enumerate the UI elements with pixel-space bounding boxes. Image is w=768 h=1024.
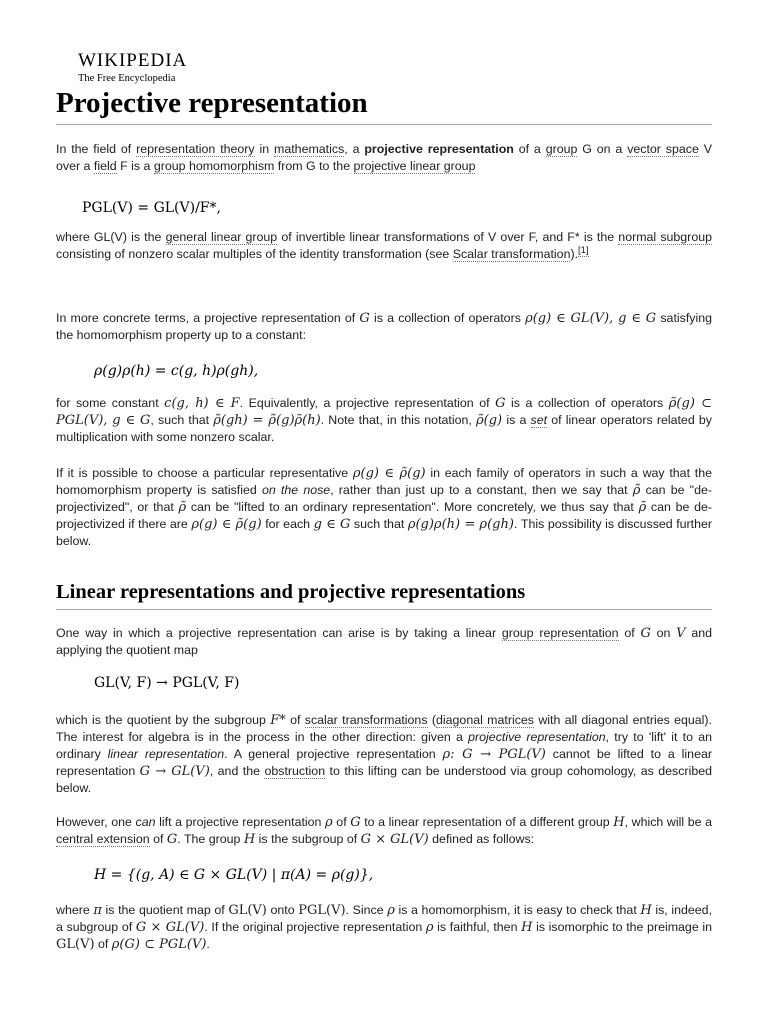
equation-pgl: PGL(V) = GL(V)/F*, xyxy=(82,200,221,216)
math: G xyxy=(495,396,506,411)
tagline: The Free Encyclopedia xyxy=(78,73,176,84)
equation-subgroup-h: H = {(g, A) ∈ G × GL(V) | π(A) = ρ(g)}, xyxy=(94,867,374,883)
text: ( xyxy=(427,713,436,727)
text: of xyxy=(618,626,641,640)
text: lift a projective representation xyxy=(155,815,326,829)
text: If it is possible to choose a particular representative xyxy=(56,466,353,480)
text: , try to 'lift' it to an ordinary xyxy=(56,730,712,761)
text: However, one xyxy=(56,815,136,829)
linear-paragraph xyxy=(56,625,712,659)
math: V xyxy=(676,626,686,641)
math: PGL(V) xyxy=(298,903,346,918)
text: In more concrete terms, a projective representation of xyxy=(56,311,360,325)
equation-quotient-map: GL(V, F) → PGL(V, F) xyxy=(94,675,240,691)
definition-paragraph xyxy=(56,229,712,263)
text: is the subgroup of xyxy=(255,832,361,846)
text: . This possibility is discussed further below. xyxy=(56,517,713,548)
text: , rather than just up to a constant, then we say that xyxy=(330,483,633,497)
bold-term: projective representation xyxy=(364,142,514,156)
section-heading: Linear representations and projective representations xyxy=(56,578,712,610)
math: ρ̃ xyxy=(638,500,647,515)
text: to a linear representation of a different group xyxy=(360,815,614,829)
text: is a homomorphism, it is easy to check that xyxy=(394,903,641,917)
link-diagonal-matrices[interactable]: diagonal matrices xyxy=(436,713,534,727)
link-projective-linear-group[interactable]: projective linear group xyxy=(353,159,476,173)
math: G xyxy=(640,626,651,641)
text: of xyxy=(332,815,351,829)
math: ρ(G) ⊂ PGL(V) xyxy=(111,937,207,952)
text: from G to the xyxy=(274,159,354,173)
text: , a xyxy=(344,142,365,156)
math: π xyxy=(93,903,102,918)
link-set[interactable]: set xyxy=(530,413,548,427)
math: g ∈ G xyxy=(313,517,351,532)
text: . A general projective representation xyxy=(224,747,443,761)
intro-paragraph xyxy=(56,141,712,175)
math: ρ: G → PGL(V) xyxy=(442,747,546,762)
math: ρ̃ xyxy=(178,500,187,515)
math: G xyxy=(350,815,361,830)
wordmark: WIKIPEDIA xyxy=(78,50,188,71)
math: H xyxy=(640,903,652,918)
text: F is a xyxy=(116,159,154,173)
text: is a collection of operators xyxy=(505,396,669,410)
wikipedia-logo[interactable] xyxy=(78,50,187,85)
link-general-linear-group[interactable]: general linear group xyxy=(165,230,278,244)
text: with all diagonal entries equal). The interest for algebra is in the process in the other direction: given a xyxy=(56,713,712,744)
math: GL(V) xyxy=(228,903,267,918)
math: ρ(g) ∈ ρ̃(g) xyxy=(191,517,262,532)
text: is, indeed, a subgroup of xyxy=(56,903,713,934)
text: where GL(V) is the xyxy=(56,230,166,244)
text: . The group xyxy=(177,832,244,846)
text: One way in which a projective representation can arise is by taking a linear xyxy=(56,626,502,640)
text: is faithful, then xyxy=(433,920,522,934)
text: is isomorphic to the preimage in xyxy=(532,920,712,934)
text: for some constant xyxy=(56,396,165,410)
text: in xyxy=(254,142,275,156)
math: ρ̃(gh) = ρ̃(g)ρ̃(h) xyxy=(213,413,321,428)
concrete-paragraph xyxy=(56,310,712,344)
math: ρ̃(g) xyxy=(476,413,503,428)
text: , and the xyxy=(209,764,265,778)
text: which is the quotient by the subgroup xyxy=(56,713,271,727)
page-title: Projective representation xyxy=(56,84,712,125)
text: ). xyxy=(570,247,579,261)
text: and applying the quotient map xyxy=(56,626,712,657)
text: G on a xyxy=(577,142,628,156)
text: where xyxy=(56,903,94,917)
text: cannot be lifted to a linear representation xyxy=(56,747,712,778)
text: . Note that, in this notation, xyxy=(320,413,477,427)
italic-text: projective representation xyxy=(468,730,606,744)
however-paragraph xyxy=(56,814,712,848)
text: , such that xyxy=(150,413,214,427)
text: can be "lifted to an ordinary representation". More concretely, we thus say that xyxy=(186,500,639,514)
math: ρ xyxy=(325,815,333,830)
math: ρ̃(g) ⊂ PGL(V), g ∈ G xyxy=(56,396,712,428)
math: GL(V) xyxy=(56,937,95,952)
text: is a collection of operators xyxy=(369,311,526,325)
equivalently-paragraph xyxy=(56,395,712,446)
italic-text: can xyxy=(135,815,156,829)
italic-text: linear representation xyxy=(107,747,225,761)
text: of linear operators related by multiplication with some nonzero scalar. xyxy=(56,413,712,444)
math: G × GL(V) xyxy=(135,920,205,935)
math: ρ̃ xyxy=(632,483,641,498)
text: of xyxy=(285,713,305,727)
math: ρ(g) ∈ ρ̃(g) xyxy=(352,466,426,481)
link-vector-space[interactable]: vector space xyxy=(627,142,699,156)
math: H xyxy=(243,832,256,847)
text: In the field of xyxy=(56,142,137,156)
math: G → GL(V) xyxy=(139,764,210,779)
link-group-representation[interactable]: group representation xyxy=(501,626,619,640)
link-group[interactable]: group xyxy=(545,142,578,156)
reference-1[interactable]: [1] xyxy=(578,244,589,256)
math: F* xyxy=(270,713,286,728)
math: ρ xyxy=(387,903,395,918)
text: in each family of operators in such a way that the homomorphism property is satisfied xyxy=(56,466,712,497)
link-group-homomorphism[interactable]: group homomorphism xyxy=(153,159,275,173)
link-scalar-transformations[interactable]: scalar transformations xyxy=(304,713,428,727)
math: c(g, h) ∈ F xyxy=(164,396,240,411)
text: . If the original projective representation xyxy=(204,920,426,934)
text: is the quotient map of xyxy=(101,903,229,917)
math: ρ(g)ρ(h) = ρ(gh) xyxy=(407,517,514,532)
equation-homomorphism: ρ(g)ρ(h) = c(g, h)ρ(gh), xyxy=(94,363,259,379)
link-obstruction[interactable]: obstruction xyxy=(264,764,326,778)
link-normal-subgroup[interactable]: normal subgroup xyxy=(618,230,712,244)
text: onto xyxy=(266,903,299,917)
text: can be de-projectivized if there are xyxy=(56,500,712,531)
math: ρ(g) ∈ GL(V), g ∈ G xyxy=(525,311,657,326)
text: satisfying the homomorphism property up to a constant: xyxy=(56,311,713,342)
text: for each xyxy=(261,517,314,531)
link-representation-theory[interactable]: representation theory xyxy=(136,142,255,156)
text: on xyxy=(650,626,677,640)
link-field[interactable]: field xyxy=(93,159,117,173)
text: can be "de-projectivized", or that xyxy=(56,483,712,514)
math: G xyxy=(166,832,178,847)
link-central-extension[interactable]: central extension xyxy=(56,832,150,846)
text: of xyxy=(149,832,167,846)
text: defined as follows: xyxy=(428,832,535,846)
math: ρ xyxy=(425,920,434,935)
italic-text: on the nose xyxy=(261,483,331,497)
text: of a xyxy=(513,142,546,156)
text: . xyxy=(206,937,210,951)
link-scalar-transformation[interactable]: Scalar transformation xyxy=(452,247,571,261)
text: . Equivalently, a projective representation of xyxy=(239,396,496,410)
link-mathematics[interactable]: mathematics xyxy=(274,142,345,156)
text: such that xyxy=(350,517,408,531)
quotient-paragraph xyxy=(56,712,712,797)
math: H xyxy=(521,920,533,935)
math: H xyxy=(613,815,625,830)
text: is a xyxy=(502,413,531,427)
where-paragraph xyxy=(56,902,712,953)
text: , which will be a xyxy=(624,815,712,829)
math: G xyxy=(359,311,370,326)
text: V over a xyxy=(56,142,713,173)
deprojectivize-paragraph xyxy=(56,465,712,550)
text: of invertible linear transformations of V over F, and F* is the xyxy=(277,230,619,244)
text: of xyxy=(94,937,112,951)
text: consisting of nonzero scalar multiples of the identity transformation (see xyxy=(56,247,453,261)
math: G × GL(V) xyxy=(360,832,429,847)
text: to this lifting can be understood via group cohomology, as described below. xyxy=(56,764,712,795)
text: . Since xyxy=(345,903,388,917)
